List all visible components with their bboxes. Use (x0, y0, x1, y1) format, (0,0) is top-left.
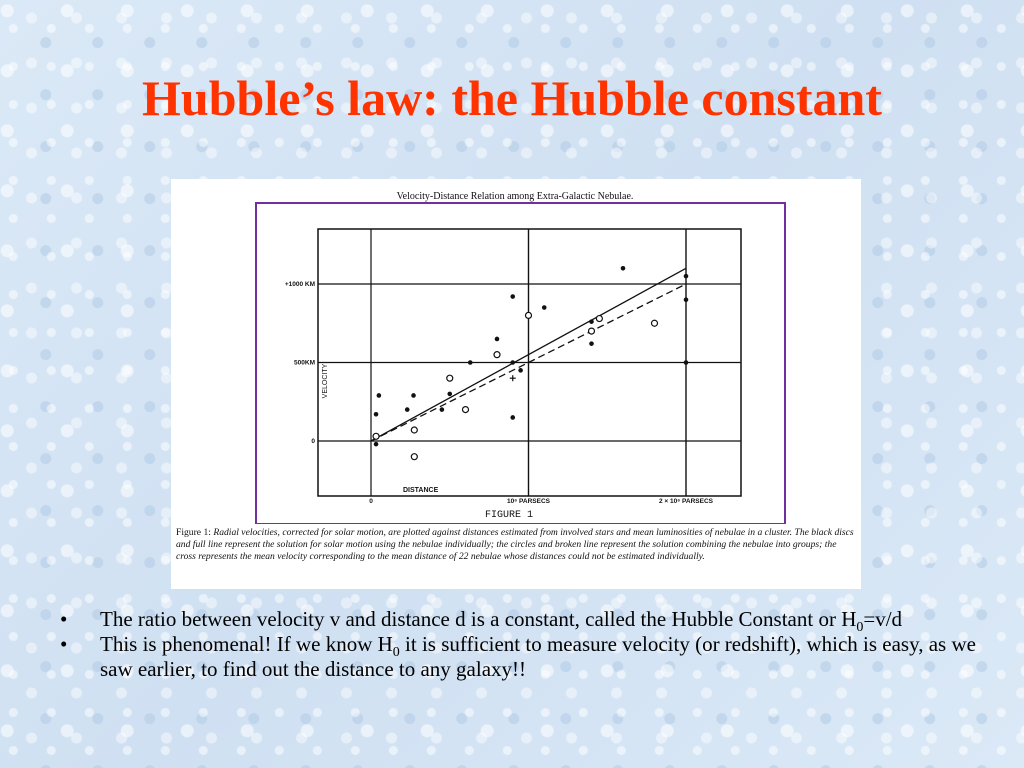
bullet-symbol: • (60, 632, 68, 656)
point-black-disc (621, 266, 626, 271)
bullet-symbol: • (60, 607, 68, 631)
point-black-disc (510, 415, 515, 420)
point-black-disc (374, 442, 379, 447)
bullet-subscript: 0 (856, 620, 864, 636)
bullet-text: This is phenomenal! If we know H (100, 632, 393, 656)
point-open-circle (373, 433, 379, 439)
point-black-disc (377, 393, 382, 398)
bullet-item-ratio (60, 607, 980, 636)
point-black-disc (510, 294, 515, 299)
x-tick-label: 10⁶ PARSECS (507, 498, 550, 505)
figure-caption (176, 527, 856, 563)
point-open-circle (463, 407, 469, 413)
point-black-disc (374, 412, 379, 417)
hubble-figure (171, 179, 861, 589)
caption-label: Figure 1: (176, 527, 211, 538)
y-tick-label: 0 (311, 438, 315, 445)
point-cross (510, 375, 516, 381)
point-black-disc (589, 319, 594, 324)
y-tick-label: 500KM (294, 359, 315, 367)
chart-title: Velocity-Distance Relation among Extra-Galactic Nebulae. (396, 191, 634, 202)
point-black-disc (684, 297, 689, 302)
point-black-disc (518, 368, 523, 373)
point-open-circle (589, 328, 595, 334)
x-tick-label: 2 × 10⁶ PARSECS (659, 498, 713, 505)
hubble-chart (171, 179, 861, 524)
y-axis-label: VELOCITY (322, 363, 329, 399)
slide-title: Hubble’s law: the Hubble constant (142, 70, 882, 126)
point-black-disc (684, 360, 689, 365)
point-open-circle (596, 316, 602, 322)
point-open-circle (652, 320, 658, 326)
bullet-text-after: it is sufficient to measure velocity (or redshift), which is easy, as we saw earlier, to find out the distance to any galaxy!! (100, 632, 976, 681)
bullet-item-phenomenal (60, 632, 980, 682)
point-open-circle (447, 375, 453, 381)
caption-text: Radial velocities, corrected for solar motion, are plotted against distances estimated from involved stars and mean luminosities of nebulae in a cluster. The black discs and full line represent the solution for solar motion using the nebulae individually; the circles and broken line represent the solution combining the nebulae into groups; the cross represents the mean velocity corresponding to the mean distance of 22 nebulae whose distances could not be estimated individually. (176, 527, 854, 562)
bullet-subscript: 0 (392, 645, 400, 661)
x-axis-label: DISTANCE (403, 487, 439, 494)
figure-border (256, 203, 785, 524)
point-black-disc (447, 392, 452, 397)
point-open-circle (526, 312, 532, 318)
point-black-disc (468, 360, 473, 365)
y-tick-label: +1000 KM (284, 281, 315, 288)
bullet-list (60, 607, 980, 682)
point-open-circle (411, 454, 417, 460)
bullet-text-after: =v/d (863, 607, 903, 631)
bullet-text: The ratio between velocity v and distance d is a constant, called the Hubble Constant or H (100, 607, 857, 631)
point-black-disc (440, 407, 445, 412)
point-black-disc (510, 360, 515, 365)
figure-label: FIGURE 1 (484, 510, 534, 521)
point-black-disc (495, 337, 500, 342)
point-black-disc (411, 393, 416, 398)
point-black-disc (684, 274, 689, 279)
point-black-disc (542, 305, 547, 310)
point-black-disc (405, 407, 410, 412)
point-open-circle (411, 427, 417, 433)
point-black-disc (589, 341, 594, 346)
point-open-circle (494, 352, 500, 358)
x-tick-label: 0 (369, 498, 373, 505)
axis-ticks (285, 281, 714, 505)
